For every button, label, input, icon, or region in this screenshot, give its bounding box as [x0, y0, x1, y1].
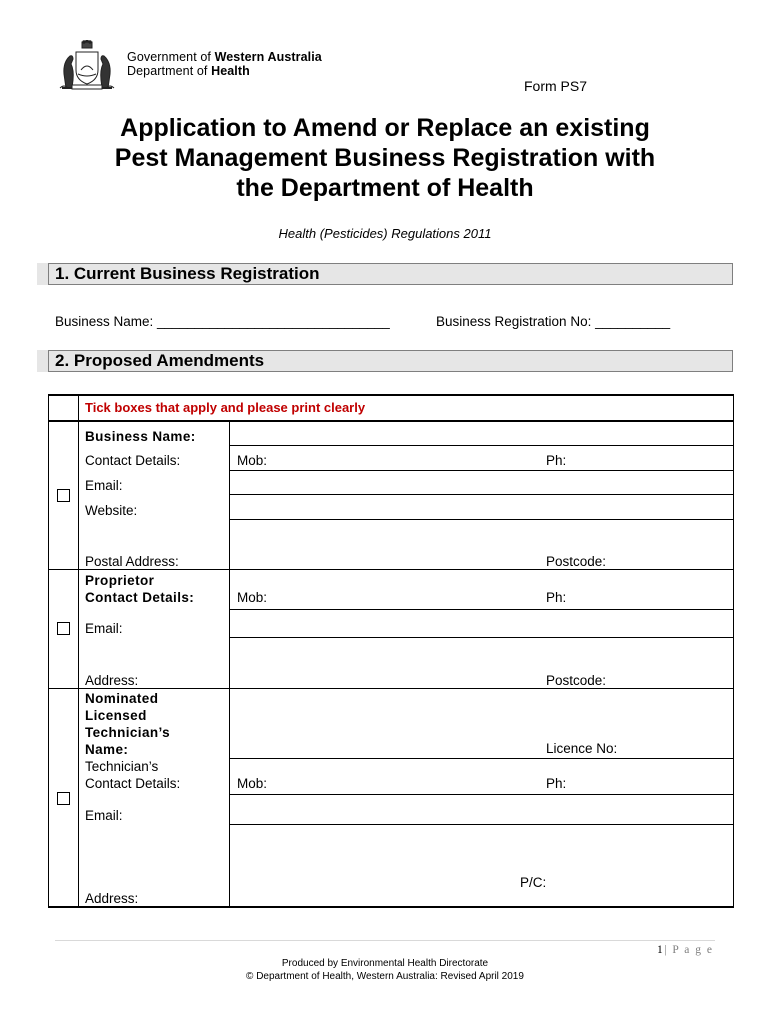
regulation-subtitle: Health (Pesticides) Regulations 2011 — [278, 226, 492, 241]
proprietor-checkbox[interactable] — [57, 622, 70, 635]
form-id: Form PS7 — [524, 78, 588, 94]
proprietor-label: Proprietor Contact Details: — [85, 573, 195, 605]
department-name: Department of Health — [127, 64, 250, 78]
footer-divider — [55, 940, 715, 941]
business-name-field[interactable]: Business Name: _______________________________ — [55, 314, 390, 329]
technician-ph-field[interactable]: Ph: — [546, 776, 567, 791]
proprietor-postcode-field[interactable]: Postcode: — [546, 673, 607, 688]
technician-email-label: Email: — [85, 808, 123, 823]
amendments-table — [48, 394, 734, 908]
business-ph-field[interactable]: Ph: — [546, 453, 567, 468]
technician-address-label: Address: — [85, 891, 139, 906]
technician-mob-field[interactable]: Mob: — [237, 776, 268, 791]
proprietor-email-label: Email: — [85, 621, 123, 636]
business-name-label: Business Name: — [85, 429, 196, 444]
technician-checkbox[interactable] — [57, 792, 70, 805]
government-name: Government of Western Australia — [127, 50, 322, 64]
technician-pc-field[interactable]: P/C: — [520, 875, 547, 890]
proprietor-address-label: Address: — [85, 673, 139, 688]
business-email-label: Email: — [85, 478, 123, 493]
section-1-heading: 1. Current Business Registration — [48, 263, 733, 285]
section-2-heading: 2. Proposed Amendments — [48, 350, 733, 372]
wa-coat-of-arms-icon — [54, 40, 120, 92]
technician-contact-label: Technician’s Contact Details: — [85, 759, 181, 791]
registration-no-field[interactable]: Business Registration No: __________ — [436, 314, 671, 329]
technician-name-label: Nominated Licensed Technician’s Name: — [85, 691, 171, 757]
business-details-checkbox[interactable] — [57, 489, 70, 502]
proprietor-mob-field[interactable]: Mob: — [237, 590, 268, 605]
footer-copyright: © Department of Health, Western Australia: Revised April 2019 — [246, 971, 524, 982]
footer-produced-by: Produced by Environmental Health Directorate — [281, 958, 489, 969]
business-website-label: Website: — [85, 503, 138, 518]
licence-no-field[interactable]: Licence No: — [546, 741, 618, 756]
page-number: 1| P a g e — [657, 944, 714, 956]
business-mob-field[interactable]: Mob: — [237, 453, 268, 468]
instruction-text: Tick boxes that apply and please print clearly — [85, 400, 366, 415]
business-postcode-field[interactable]: Postcode: — [546, 554, 607, 569]
contact-details-label: Contact Details: — [85, 453, 181, 468]
page-title: Application to Amend or Replace an existing Pest Management Business Registration with the Department of Health — [114, 114, 656, 202]
proprietor-ph-field[interactable]: Ph: — [546, 590, 567, 605]
postal-address-label: Postal Address: — [85, 554, 179, 569]
